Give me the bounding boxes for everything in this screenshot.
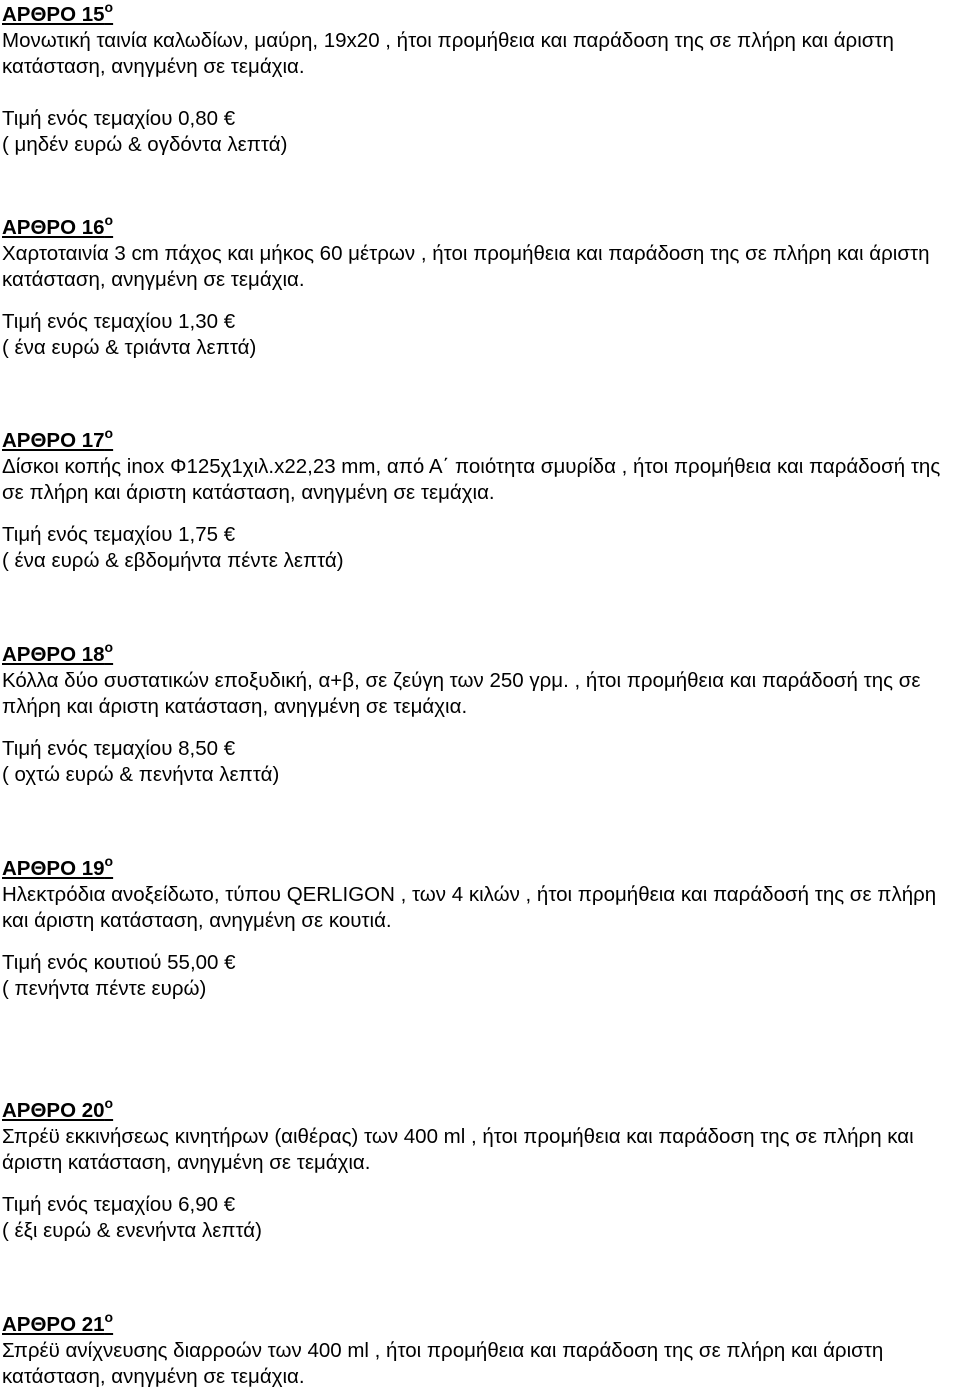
article-18 [2, 640, 958, 788]
ordinal-superscript: ο [104, 0, 114, 15]
article-description: Σπρέϋ ανίχνευσης διαρροών των 400 ml , ήτοι προμήθεια και παράδοση της σε πλήρη και άριστη κατάσταση, ανηγμένη σε τεμάχια. [2, 1339, 884, 1388]
article-21 [2, 1310, 958, 1390]
article-20 [2, 1096, 958, 1244]
article-description: Κόλλα δύο συστατικών εποξυδική, α+β, σε ζεύγη των 250 γρμ. , ήτοι προμήθεια και παράδοσή της σε πλήρη και άριστη κατάσταση, ανηγμένη σε τεμάχια. [2, 669, 921, 718]
unit-price-in-words: ( οχτώ ευρώ & πενήντα λεπτά) [2, 763, 280, 786]
article-description: Σπρέϋ εκκινήσεως κινητήρων (αιθέρας) των 400 ml , ήτοι προμήθεια και παράδοση της σε πλήρη και άριστη κατάσταση, ανηγμένη σε τεμάχια. [2, 1125, 914, 1174]
unit-price: Τιμή ενός τεμαχίου 8,50 € [2, 737, 236, 760]
unit-price-in-words: ( ένα ευρώ & εβδομήντα πέντε λεπτά) [2, 549, 344, 572]
article-16 [2, 213, 958, 361]
article-description: Μονωτική ταινία καλωδίων, μαύρη, 19x20 , ήτοι προμήθεια και παράδοση της σε πλήρη και άριστη κατάσταση, ανηγμένη σε τεμάχια. [2, 29, 894, 78]
article-heading-text: ΑΡΘΡΟ 20 [2, 1099, 105, 1122]
unit-price-in-words: ( ένα ευρώ & τριάντα λεπτά) [2, 336, 257, 359]
article-heading [2, 1310, 958, 1338]
article-description: Δίσκοι κοπής inox Φ125χ1χιλ.x22,23 mm, από Α΄ ποιότητα σμυρίδα , ήτοι προμήθεια και παράδοσή της σε πλήρη και άριστη κατάσταση, ανηγμένη σε τεμάχια. [2, 455, 941, 504]
unit-price: Τιμή ενός τεμαχίου 0,80 € [2, 107, 236, 130]
article-17 [2, 426, 958, 574]
unit-price: Τιμή ενός κουτιού 55,00 € [2, 951, 236, 974]
article-heading [2, 0, 958, 28]
article-heading-text: ΑΡΘΡΟ 15 [2, 3, 105, 26]
article-heading-text: ΑΡΘΡΟ 16 [2, 216, 105, 239]
article-heading-text: ΑΡΘΡΟ 21 [2, 1313, 105, 1336]
unit-price: Τιμή ενός τεμαχίου 1,30 € [2, 310, 236, 333]
ordinal-superscript: ο [104, 425, 114, 441]
article-heading-text: ΑΡΘΡΟ 17 [2, 429, 105, 452]
unit-price-in-words: ( πενήντα πέντε ευρώ) [2, 977, 207, 1000]
unit-price: Τιμή ενός τεμαχίου 1,75 € [2, 523, 236, 546]
ordinal-superscript: ο [104, 1095, 114, 1111]
article-description: Χαρτοταινία 3 cm πάχος και μήκος 60 μέτρων , ήτοι προμήθεια και παράδοση της σε πλήρη και άριστη κατάσταση, ανηγμένη σε τεμάχια. [2, 242, 930, 291]
unit-price-in-words: ( μηδέν ευρώ & ογδόντα λεπτά) [2, 133, 288, 156]
ordinal-superscript: ο [104, 639, 114, 655]
article-heading [2, 640, 958, 668]
ordinal-superscript: ο [104, 1309, 114, 1325]
article-description: Ηλεκτρόδια ανοξείδωτο, τύπου QERLIGON , των 4 κιλών , ήτοι προμήθεια και παράδοσή της σε πλήρη και άριστη κατάσταση, ανηγμένη σε κουτιά. [2, 883, 937, 932]
ordinal-superscript: ο [104, 853, 114, 869]
article-heading [2, 426, 958, 454]
article-heading-text: ΑΡΘΡΟ 18 [2, 643, 105, 666]
article-15 [2, 0, 958, 158]
unit-price-in-words: ( έξι ευρώ & ενενήντα λεπτά) [2, 1219, 262, 1242]
article-19 [2, 854, 958, 1002]
unit-price: Τιμή ενός τεμαχίου 6,90 € [2, 1193, 236, 1216]
article-heading-text: ΑΡΘΡΟ 19 [2, 857, 105, 880]
article-heading [2, 854, 958, 882]
article-heading [2, 1096, 958, 1124]
ordinal-superscript: ο [104, 212, 114, 228]
article-heading [2, 213, 958, 241]
